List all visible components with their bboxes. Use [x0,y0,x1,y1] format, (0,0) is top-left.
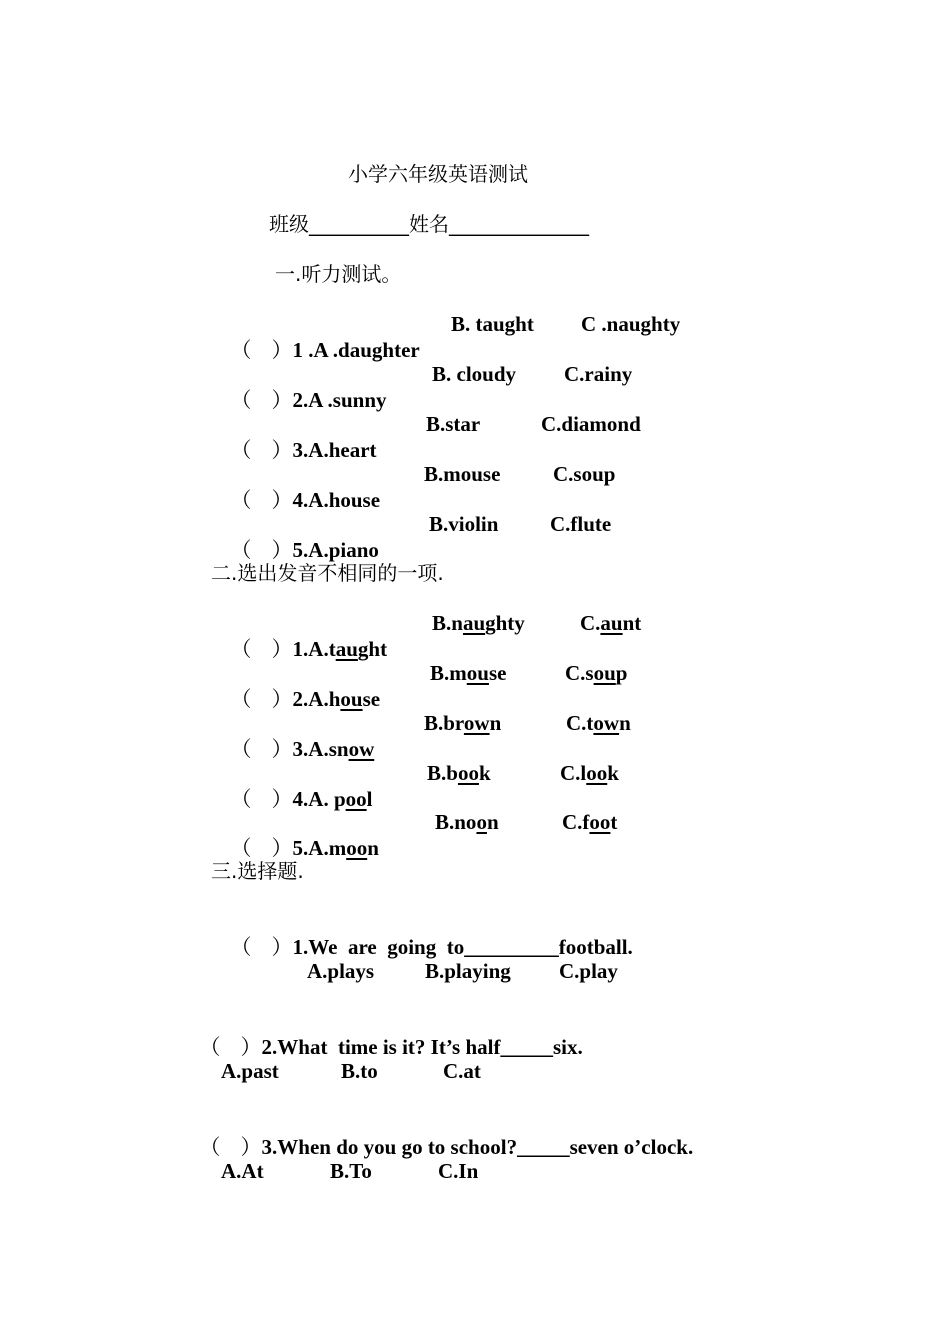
s3-q3-option-c: C.In [438,1159,479,1183]
s1-item-5-c: C.flute [550,512,612,536]
item-num: 1 . [292,338,314,362]
s1-item-4-b: B.mouse [424,462,501,486]
item-num: 3. [292,438,309,462]
s1-item-1-b: B. taught [451,312,534,336]
s3-q3-option-a: A.At [221,1159,264,1183]
question-text: 3.When do you go to school?_____seven o’clock. [261,1135,694,1159]
s1-item-3-c: C.diamond [541,412,641,436]
question-text: 2.What time is it? It’s half_____six. [261,1035,583,1059]
option-a: A .daughter [313,338,420,362]
answer-paren: （ ） [230,787,293,811]
s1-item-5-b: B.violin [429,512,499,536]
option-a: A .sunny [308,388,387,412]
s1-item-1-c: C .naughty [581,312,681,336]
s3-q2-option-b: B.to [341,1059,378,1083]
s2-item-1-c: C.aunt [580,611,642,635]
item-num: 4. [292,488,309,512]
s2-item-2-c: C.soup [565,661,628,685]
item-num: 5. [292,836,309,860]
option-a: A.house [308,488,381,512]
answer-paren: （ ） [230,737,293,761]
item-num: 1. [292,637,309,661]
s2-item-3 [220,710,374,762]
item-num: 5. [292,538,309,562]
s3-q1-option-b: B.playing [425,959,511,983]
answer-paren: （ ） [230,836,293,860]
answer-paren: （ ） [199,1035,262,1059]
option-a: A.taught [308,637,388,661]
s3-question-1 [220,908,633,960]
s2-item-3-b: B.brown [424,711,502,735]
s1-item-2-b: B. cloudy [432,362,517,386]
s1-item-4-c: C.soup [553,462,616,486]
section2-heading: 二.选出发音不相同的一项. [211,561,444,585]
s3-q3-option-b: B.To [330,1159,372,1183]
item-num: 2. [292,687,309,711]
item-num: 2. [292,388,309,412]
s1-item-1 [220,311,420,363]
s2-item-2-b: B.mouse [430,661,507,685]
option-a: A.piano [308,538,379,562]
answer-paren: （ ） [230,438,293,462]
option-a: A. pool [308,787,373,811]
item-num: 3. [292,737,309,761]
name-blank: ______________ [449,212,589,236]
s3-q1-option-a: A.plays [307,959,375,983]
s2-item-4-b: B.book [427,761,491,785]
answer-paren: （ ） [230,687,293,711]
option-a: A.heart [308,438,377,462]
class-blank: __________ [309,212,409,236]
item-num: 4. [292,787,309,811]
answer-paren: （ ） [230,488,293,512]
s3-q2-option-c: C.at [443,1059,481,1083]
s2-item-1-b: B.naughty [432,611,525,635]
answer-paren: （ ） [199,1135,262,1159]
s1-item-2-c: C.rainy [564,362,633,386]
question-text: 1.We are going to_________football. [292,935,633,959]
page-title: 小学六年级英语测试 [348,162,528,186]
s3-question-3 [189,1108,693,1160]
answer-paren: （ ） [230,637,293,661]
s1-item-5 [220,511,379,563]
answer-paren: （ ） [230,338,293,362]
s2-item-3-c: C.town [566,711,631,735]
s2-item-2 [220,660,380,712]
section3-heading: 三.选择题. [211,859,304,883]
s1-item-4 [220,461,380,513]
s2-item-5 [220,809,379,861]
s3-q1-option-c: C.play [559,959,618,983]
s3-question-2 [189,1008,583,1060]
option-a: A.snow [308,737,375,761]
answer-paren: （ ） [230,388,293,412]
class-label: 班级 [269,212,309,236]
answer-paren: （ ） [230,935,293,959]
s2-item-4-c: C.look [560,761,619,785]
option-a: A.moon [308,836,379,860]
name-label: 姓名 [409,212,449,236]
option-a: A.house [308,687,381,711]
s2-item-1 [220,610,387,662]
s1-item-3-b: B.star [426,412,481,436]
answer-paren: （ ） [230,538,293,562]
section1-heading: 一.听力测试。 [275,262,402,286]
s2-item-4 [220,760,372,812]
s3-q2-option-a: A.past [221,1059,279,1083]
s1-item-2 [220,361,387,413]
class-name-line [269,211,589,237]
s1-item-3 [220,411,377,463]
s2-item-5-b: B.noon [435,810,499,834]
s2-item-5-c: C.foot [562,810,618,834]
